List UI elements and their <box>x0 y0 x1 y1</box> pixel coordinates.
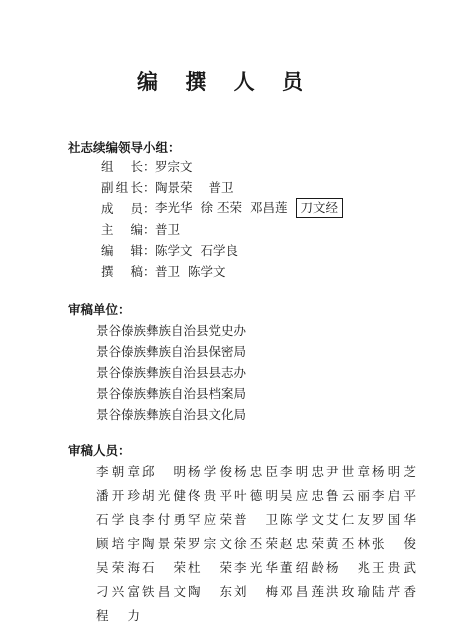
review-unit-item: 景谷傣族彝族自治县档案局 <box>96 386 247 401</box>
reviewer-name: 张 俊 <box>372 536 416 551</box>
reviewer-name: 李明忠 <box>280 464 324 479</box>
reviewer-name: 陈学文 <box>280 512 324 527</box>
reviewer-name: 邓昌莲 <box>280 584 324 599</box>
reviewer-name: 普 卫 <box>234 512 278 527</box>
reviewer-name: 罗宗文 <box>188 536 232 551</box>
role-label: 组 长 <box>101 159 143 174</box>
role-label: 撰 稿 <box>101 264 143 279</box>
reviewer-name: 吴应忠 <box>280 488 324 503</box>
reviewer-name: 刁兴富 <box>96 584 140 599</box>
role-row-leader: 组 长 ： 罗宗文 <box>101 159 193 174</box>
member-name: 邓昌莲 <box>250 200 288 215</box>
review-unit-item: 景谷傣族彝族自治县文化局 <box>96 407 247 422</box>
reviewer-name: 叶德明 <box>234 488 278 503</box>
reviewer-name: 石学良 <box>96 512 140 527</box>
member-name: 普卫 <box>208 180 234 195</box>
reviewer-name: 铁昌文 <box>142 584 186 599</box>
reviewer-name: 鲁云丽 <box>326 488 370 503</box>
review-unit-item: 景谷傣族彝族自治县党史办 <box>96 323 247 338</box>
reviewer-name: 李启平 <box>372 488 416 503</box>
boxed-member-name: 刀文经 <box>296 198 344 218</box>
reviewer-name: 艾仁友 <box>326 512 370 527</box>
member-name: 陈学文 <box>188 264 226 279</box>
reviewer-name: 黄丕林 <box>326 536 370 551</box>
reviewer-name: 潘开珍 <box>96 488 140 503</box>
member-name: 罗宗文 <box>155 159 193 174</box>
reviewer-name: 杨学俊 <box>188 464 232 479</box>
member-name: 陈学文 <box>155 243 193 258</box>
role-row-deputy: 副组长 ： 陶景荣 普卫 <box>101 180 234 195</box>
review-unit-item: 景谷傣族彝族自治县县志办 <box>96 365 247 380</box>
reviewers-grid <box>96 463 416 625</box>
reviewer-name: 胡光健 <box>142 488 186 503</box>
reviewers-heading: 审稿人员： <box>68 443 131 458</box>
reviewer-name: 吴荣海 <box>96 560 140 575</box>
role-row-members: 成 员 ： 李光华 徐 丕荣 邓昌莲 刀文经 <box>101 199 343 217</box>
reviewer-name: 赵忠荣 <box>280 536 324 551</box>
role-row-editors: 编 辑 ： 陈学文 石学良 <box>101 243 239 258</box>
reviewer-name: 邱 明 <box>142 464 186 479</box>
member-name: 徐 丕荣 <box>200 200 242 215</box>
page-title: 编 撰 人 员 <box>137 70 313 94</box>
member-name: 普卫 <box>155 222 181 237</box>
reviewer-name: 李光华 <box>234 560 278 575</box>
reviewer-name: 李朝章 <box>96 464 140 479</box>
review-unit-item: 景谷傣族彝族自治县保密局 <box>96 344 247 359</box>
reviewer-name: 佟贵平 <box>188 488 232 503</box>
role-label: 编 辑 <box>101 243 143 258</box>
reviewer-name: 徐丕荣 <box>234 536 278 551</box>
role-label: 主 编 <box>101 222 143 237</box>
member-name: 陶景荣 <box>155 180 193 195</box>
role-label: 成 员 <box>101 201 143 216</box>
reviewer-name: 陶景荣 <box>142 536 186 551</box>
role-label: 副组长 <box>101 180 143 195</box>
review-units-heading: 审稿单位： <box>68 302 131 317</box>
reviewer-name: 王贵武 <box>372 560 416 575</box>
reviewer-name: 石 荣 <box>142 560 186 575</box>
reviewer-name: 罕应荣 <box>188 512 232 527</box>
reviewer-name: 杨明芝 <box>372 464 416 479</box>
reviewer-name: 程 力 <box>96 608 140 623</box>
member-name: 李光华 <box>155 200 193 215</box>
reviewer-name: 尹世章 <box>326 464 370 479</box>
reviewer-name: 洪玫瑜 <box>326 584 370 599</box>
member-name: 石学良 <box>200 243 239 258</box>
role-row-editor-in-chief: 主 编 ： 普卫 <box>101 222 181 237</box>
reviewer-name: 董绍龄 <box>280 560 324 575</box>
reviewer-name: 刘 梅 <box>234 584 278 599</box>
reviewer-name: 顾培宇 <box>96 536 140 551</box>
role-row-writers: 撰 稿 ： 普卫 陈学文 <box>101 264 226 279</box>
reviewer-name: 罗国华 <box>372 512 416 527</box>
reviewer-name: 杨 兆 <box>326 560 370 575</box>
reviewer-name: 陆芹香 <box>372 584 416 599</box>
reviewer-name: 杨忠臣 <box>234 464 278 479</box>
reviewer-name: 杜 荣 <box>188 560 232 575</box>
member-name: 普卫 <box>155 264 181 279</box>
reviewer-name: 李付勇 <box>142 512 186 527</box>
leadership-heading: 社志续编领导小组： <box>68 140 181 155</box>
reviewer-name: 陶 东 <box>188 584 232 599</box>
